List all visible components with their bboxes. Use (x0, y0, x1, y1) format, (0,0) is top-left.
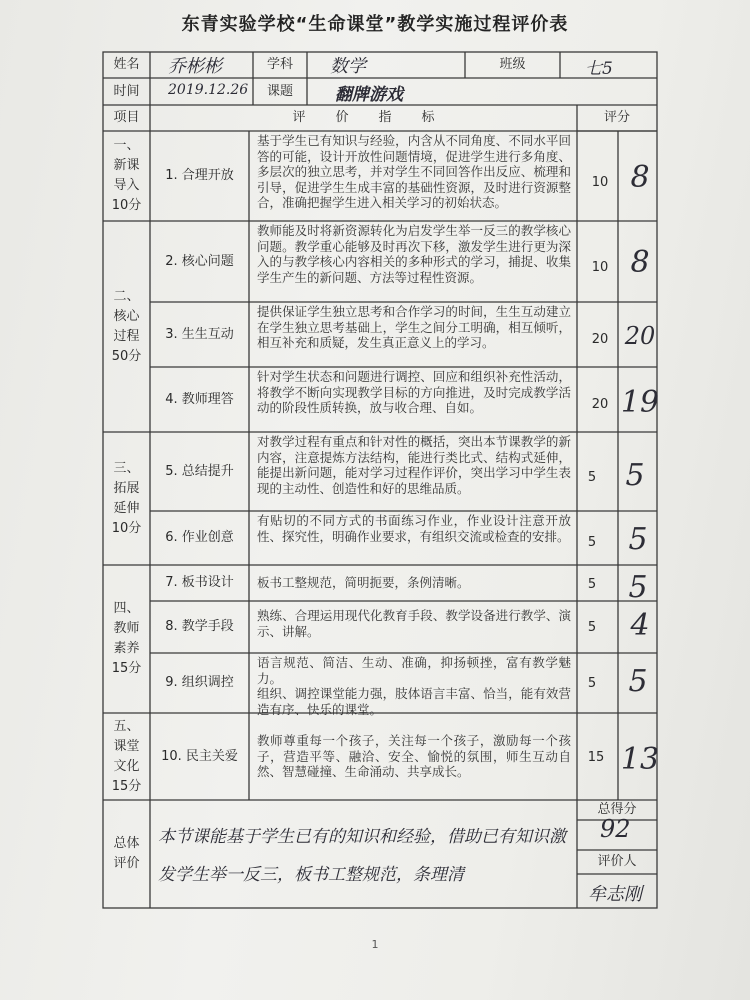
group-2-label: 二、 核心 过程 50分 (111, 288, 142, 364)
overall-label: 总体 评价 (113, 836, 140, 871)
item-7-max: 5 (587, 577, 597, 592)
name-label: 姓名 (113, 57, 140, 72)
item-7-score: 5 (628, 570, 648, 605)
item-8-desc: 熟练、合理运用现代化教育手段、教学设备进行教学、演示、讲解。 (257, 608, 571, 639)
lesson-value: 翻牌游戏 (335, 85, 403, 105)
time-value: 2019.12.26 (168, 82, 249, 98)
item-8-name: 8. 教学手段 (165, 619, 234, 634)
subject-label: 学科 (266, 57, 293, 72)
item-6-desc: 有贴切的不同方式的书面练习作业，作业设计注意开放性、探究性，明确作业要求，有组织交流或检查的安排。 (257, 513, 571, 544)
item-9-max: 5 (587, 676, 597, 691)
item-3-name: 3. 生生互动 (165, 326, 234, 342)
item-6-max: 5 (587, 535, 597, 550)
item-5-max: 5 (587, 470, 597, 485)
evaluator-signature: 牟志刚 (588, 884, 642, 905)
item-10-max: 15 (587, 750, 605, 765)
item-2-score: 8 (630, 245, 650, 280)
project-header: 项目 (113, 110, 140, 125)
item-1-max: 10 (591, 175, 609, 190)
subject-value: 数学 (330, 56, 366, 77)
item-7-desc: 板书工整规范，简明扼要，条例清晰。 (257, 575, 470, 590)
group-4-label: 四、 教师 素养 15分 (111, 601, 142, 676)
item-2-name: 2. 核心问题 (165, 253, 234, 269)
item-1-score: 8 (630, 160, 650, 195)
item-9-desc: 语言规范、简洁、生动、准确，抑扬顿挫，富有教学魅力。 组织、调控课堂能力强，肢体语言丰富、恰当，能有效营造有序、快乐的课堂。 (257, 655, 571, 717)
page-number: 1 (371, 938, 379, 951)
lesson-label: 课题 (266, 83, 293, 99)
evaluator-label: 评价人 (597, 854, 637, 869)
item-3-score: 20 (624, 322, 656, 350)
group-1-label: 一、 新课 导入 10分 (111, 138, 142, 213)
item-10-score: 13 (620, 742, 660, 777)
item-2-desc: 教师能及时将新资源转化为启发学生举一反三的教学核心问题。教学重心能够及时再次下移，激发学生进行更为深入的与教学核心内容相关的多种形式的学习，捕捉、收集学生产生的新问题、方法等过程性资源。 (257, 223, 571, 285)
indicator-header: 评价指标 (292, 110, 465, 125)
item-9-name: 9. 组织调控 (165, 675, 234, 690)
item-1-name: 1. 合理开放 (165, 168, 234, 183)
item-6-score: 5 (628, 522, 648, 557)
total-label: 总得分 (597, 802, 637, 817)
item-7-name: 7. 板书设计 (165, 575, 234, 590)
time-label: 时间 (113, 83, 140, 99)
item-6-name: 6. 作业创意 (165, 530, 234, 545)
item-9-score: 5 (628, 664, 648, 699)
group-3-label: 三、 拓展 延伸 10分 (111, 460, 142, 536)
item-4-score: 19 (620, 385, 660, 420)
class-label: 班级 (499, 57, 526, 72)
form-title: 东青实验学校“生命课堂”教学实施过程评价表 (181, 14, 569, 35)
item-8-max: 5 (587, 620, 597, 635)
item-5-name: 5. 总结提升 (165, 463, 234, 479)
item-4-max: 20 (591, 397, 609, 412)
item-4-desc: 针对学生状态和问题进行调控、回应和组织补充性活动，将教学不断向实现教学目标的方向推进，及时完成教学活动的阶段性质转换，放与收合理、自如。 (257, 369, 571, 416)
item-5-desc: 对教学过程有重点和针对性的概括，突出本节课教学的新内容，注意提炼方法结构，能进行类比式、结构式延伸，能提出新问题，能对学习过程作评价，突出学习中学生表现的主动性、创造性和好的思维品质。 (257, 434, 571, 496)
name-value: 乔彬彬 (168, 56, 222, 77)
item-8-score: 4 (630, 608, 650, 643)
item-10-name: 10. 民主关爱 (161, 748, 238, 764)
item-1-desc: 基于学生已有知识与经验，内含从不同角度、不同水平回答的可能，设计开放性问题情境，促进学生进行多角度、多层次的独立思考，并对学生不同回答作出反应、梳理和引导，促进学生生成丰富的基础性资源，及时进行资源整合，准确把握学生进入相关学习的初始状态。 (257, 133, 571, 211)
item-5-score: 5 (625, 458, 645, 493)
item-4-name: 4. 教师理答 (165, 391, 234, 407)
item-3-desc: 提供保证学生独立思考和合作学习的时间，生生互动建立在学生独立思考基础上，学生之间分工明确，相互倾听，相互补充和质疑，发生真正意义上的学习。 (257, 304, 571, 351)
item-2-max: 10 (591, 260, 609, 275)
total-value: 92 (600, 815, 631, 843)
score-header: 评分 (603, 110, 630, 125)
group-5-label: 五、 课堂 文化 15分 (111, 718, 142, 794)
item-3-max: 20 (591, 332, 609, 347)
item-10-desc: 教师尊重每一个孩子，关注每一个孩子，激励每一个孩子，营造平等、融洽、安全、愉悦的氛围，师生互动自然、智慧碰撞、生命涌动、共享成长。 (257, 733, 571, 780)
class-value: 七5 (585, 59, 613, 79)
overall-comment: 本节课能基于学生已有的知识和经验，借助已有知识激 发学生举一反三，板书工整规范，条理清 (158, 827, 566, 885)
